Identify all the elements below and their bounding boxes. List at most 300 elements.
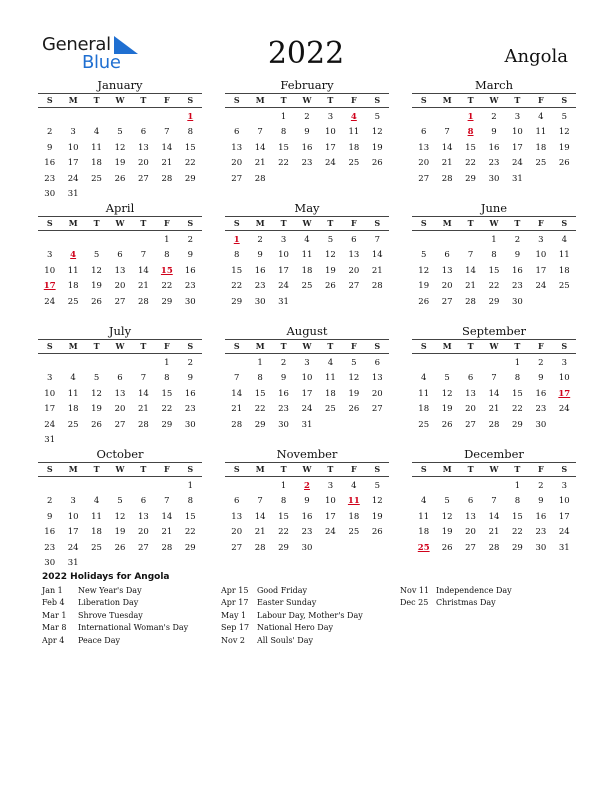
empty-day-cell xyxy=(108,356,131,371)
holiday-date: Mar 8 xyxy=(42,623,67,633)
weekday-label: T xyxy=(140,341,147,351)
weekday-label: T xyxy=(280,218,287,228)
logo-word-blue: Blue xyxy=(82,52,121,73)
holiday-day-cell: 17 xyxy=(558,388,571,399)
weekday-label: S xyxy=(420,464,427,474)
empty-day-cell xyxy=(132,479,155,494)
month-name: June xyxy=(480,201,508,215)
day-cell: 22 xyxy=(231,281,243,292)
day-cell: 11 xyxy=(67,388,79,399)
empty-day-cell xyxy=(132,356,155,371)
holiday-day-cell: 8 xyxy=(467,127,474,138)
day-cell: 25 xyxy=(418,419,430,430)
month-name: April xyxy=(105,201,135,215)
day-cell: 9 xyxy=(304,496,310,507)
day-cell: 16 xyxy=(44,527,56,538)
holiday-row xyxy=(221,597,363,609)
day-cell: 27 xyxy=(371,404,383,415)
weekday-label: T xyxy=(140,218,147,228)
weekday-label: S xyxy=(374,95,381,105)
day-cell: 6 xyxy=(234,127,240,138)
empty-day-cell xyxy=(61,110,84,125)
day-cell: 11 xyxy=(301,250,313,261)
day-cell: 5 xyxy=(421,250,427,261)
day-cell: 28 xyxy=(254,173,266,184)
day-cell: 10 xyxy=(325,496,336,507)
day-cell: 12 xyxy=(114,142,126,153)
day-cell: 2 xyxy=(514,235,521,245)
day-cell: 3 xyxy=(561,481,567,491)
day-cell: 19 xyxy=(371,511,383,522)
day-grid xyxy=(225,356,389,433)
day-cell: 18 xyxy=(418,404,430,415)
day-cell: 8 xyxy=(280,127,287,138)
day-cell: 8 xyxy=(514,373,521,384)
weekday-label: S xyxy=(374,218,381,228)
weekday-label: F xyxy=(163,341,170,351)
day-cell: 25 xyxy=(558,281,570,292)
day-cell: 26 xyxy=(91,296,102,307)
weekday-label: W xyxy=(302,95,312,105)
day-cell: 22 xyxy=(254,404,266,415)
day-cell: 22 xyxy=(184,527,196,538)
day-cell: 12 xyxy=(441,511,453,522)
day-cell: 7 xyxy=(234,373,240,384)
day-cell: 30 xyxy=(44,188,56,199)
day-cell: 2 xyxy=(491,112,497,122)
day-cell: 6 xyxy=(140,127,147,138)
holiday-list-title: 2022 Holidays for Angola xyxy=(42,572,170,582)
day-cell: 29 xyxy=(465,173,476,184)
day-cell: 20 xyxy=(138,527,149,538)
weekday-label: S xyxy=(187,218,194,228)
day-cell: 16 xyxy=(488,142,500,153)
weekday-label: M xyxy=(255,464,265,474)
weekday-label: W xyxy=(302,464,312,474)
day-cell: 19 xyxy=(441,404,453,415)
day-cell: 22 xyxy=(512,527,523,538)
day-cell: 7 xyxy=(467,250,474,261)
day-cell: 18 xyxy=(301,265,313,276)
day-cell: 18 xyxy=(91,158,102,169)
weekday-label: T xyxy=(93,95,100,105)
day-cell: 24 xyxy=(44,419,56,430)
day-cell: 6 xyxy=(421,127,427,138)
day-cell: 25 xyxy=(91,542,102,553)
weekday-label: M xyxy=(255,218,265,228)
day-cell: 24 xyxy=(67,542,79,553)
day-cell: 31 xyxy=(278,296,289,307)
day-cell: 1 xyxy=(164,358,170,368)
day-cell: 8 xyxy=(164,373,170,384)
day-cell: 15 xyxy=(488,265,500,276)
day-cell: 27 xyxy=(231,173,243,184)
weekday-header xyxy=(225,216,389,231)
day-cell: 15 xyxy=(184,511,196,522)
weekday-label: T xyxy=(327,464,334,474)
day-cell: 10 xyxy=(325,127,336,138)
day-cell: 26 xyxy=(325,281,336,292)
day-cell: 9 xyxy=(47,511,53,522)
weekday-label: S xyxy=(561,464,568,474)
empty-day-cell xyxy=(435,110,458,125)
day-cell: 12 xyxy=(325,250,336,261)
day-cell: 24 xyxy=(325,158,336,169)
month-january xyxy=(38,78,202,202)
day-cell: 21 xyxy=(231,404,243,415)
day-cell: 11 xyxy=(91,142,102,153)
holiday-name: Shrove Tuesday xyxy=(78,610,143,620)
day-cell: 2 xyxy=(257,235,263,245)
weekday-label: T xyxy=(280,341,287,351)
day-cell: 20 xyxy=(418,158,430,169)
day-cell: 6 xyxy=(467,373,474,384)
holiday-row xyxy=(42,635,188,647)
day-cell: 26 xyxy=(418,296,430,307)
day-cell: 11 xyxy=(67,265,79,276)
weekday-label: T xyxy=(93,218,100,228)
day-cell: 5 xyxy=(374,481,380,491)
empty-day-cell xyxy=(482,479,505,494)
day-cell: 30 xyxy=(488,173,500,184)
weekday-label: T xyxy=(327,341,334,351)
day-cell: 29 xyxy=(161,296,173,307)
holiday-date: May 1 xyxy=(221,610,247,620)
day-cell: 13 xyxy=(348,250,360,261)
day-cell: 26 xyxy=(441,419,453,430)
day-cell: 24 xyxy=(535,281,547,292)
holiday-name: Christmas Day xyxy=(436,598,496,608)
day-cell: 29 xyxy=(231,296,243,307)
day-cell: 8 xyxy=(257,373,263,384)
day-cell: 12 xyxy=(371,496,383,507)
holiday-row xyxy=(221,585,363,597)
weekday-label: S xyxy=(420,341,427,351)
day-cell: 22 xyxy=(465,158,476,169)
day-cell: 22 xyxy=(488,281,500,292)
empty-day-cell xyxy=(108,233,131,248)
weekday-label: S xyxy=(46,218,53,228)
day-cell: 9 xyxy=(257,250,263,261)
day-cell: 7 xyxy=(257,127,263,138)
day-cell: 30 xyxy=(184,419,196,430)
holiday-date: Mar 1 xyxy=(42,610,67,620)
weekday-header xyxy=(412,339,576,354)
day-cell: 15 xyxy=(278,511,289,522)
holiday-date: Feb 4 xyxy=(42,598,65,608)
day-cell: 21 xyxy=(138,404,149,415)
day-cell: 9 xyxy=(538,496,544,507)
day-cell: 10 xyxy=(558,373,570,384)
weekday-label: S xyxy=(46,95,53,105)
day-cell: 28 xyxy=(138,296,149,307)
holiday-row xyxy=(400,585,512,597)
day-cell: 27 xyxy=(231,542,243,553)
day-cell: 1 xyxy=(164,235,170,245)
day-cell: 4 xyxy=(421,373,427,384)
day-cell: 28 xyxy=(231,419,243,430)
day-cell: 25 xyxy=(301,281,313,292)
day-cell: 5 xyxy=(327,235,334,245)
day-cell: 4 xyxy=(70,373,76,384)
empty-day-cell xyxy=(38,233,61,248)
day-cell: 12 xyxy=(114,511,126,522)
day-cell: 18 xyxy=(67,281,79,292)
day-cell: 5 xyxy=(93,250,100,261)
empty-day-cell xyxy=(108,110,131,125)
day-cell: 14 xyxy=(138,265,149,276)
holiday-day-cell: 1 xyxy=(233,235,240,245)
day-cell: 31 xyxy=(67,188,79,199)
weekday-label: M xyxy=(442,95,452,105)
day-cell: 15 xyxy=(512,388,523,399)
day-cell: 13 xyxy=(371,373,383,384)
day-cell: 3 xyxy=(304,358,310,368)
day-cell: 24 xyxy=(278,281,289,292)
holiday-date: Jan 1 xyxy=(42,586,63,595)
day-grid xyxy=(225,110,389,187)
day-cell: 4 xyxy=(93,127,100,138)
month-name: August xyxy=(286,324,328,338)
weekday-label: S xyxy=(561,95,568,105)
day-cell: 2 xyxy=(187,235,193,245)
holiday-row xyxy=(221,622,363,634)
empty-day-cell xyxy=(412,356,435,371)
day-cell: 13 xyxy=(231,142,243,153)
weekday-label: T xyxy=(327,95,334,105)
day-cell: 10 xyxy=(512,127,523,138)
day-cell: 19 xyxy=(114,527,126,538)
day-cell: 18 xyxy=(558,265,570,276)
empty-day-cell xyxy=(61,479,84,494)
day-cell: 16 xyxy=(512,265,523,276)
calendar-year: 2022 xyxy=(267,36,345,71)
holiday-column xyxy=(221,585,363,647)
day-cell: 20 xyxy=(138,158,149,169)
holiday-name: Easter Sunday xyxy=(257,598,317,608)
holiday-row xyxy=(400,597,512,609)
month-name: May xyxy=(294,201,320,215)
weekday-label: F xyxy=(537,464,544,474)
empty-day-cell xyxy=(435,356,458,371)
calendar-header xyxy=(0,0,612,80)
empty-day-cell xyxy=(38,479,61,494)
day-grid xyxy=(412,110,576,187)
day-cell: 27 xyxy=(441,296,453,307)
day-cell: 12 xyxy=(91,388,102,399)
weekday-label: S xyxy=(561,341,568,351)
day-cell: 10 xyxy=(67,142,79,153)
weekday-label: T xyxy=(93,341,100,351)
day-cell: 13 xyxy=(418,142,430,153)
day-cell: 28 xyxy=(465,296,476,307)
holiday-day-cell: 4 xyxy=(350,112,357,122)
empty-day-cell xyxy=(412,110,435,125)
day-cell: 24 xyxy=(44,296,56,307)
day-cell: 20 xyxy=(465,404,476,415)
day-cell: 4 xyxy=(538,112,544,122)
empty-day-cell xyxy=(155,479,178,494)
day-cell: 19 xyxy=(418,281,430,292)
day-cell: 14 xyxy=(254,142,266,153)
day-cell: 9 xyxy=(304,127,310,138)
day-cell: 9 xyxy=(47,142,53,153)
empty-day-cell xyxy=(38,356,61,371)
day-cell: 14 xyxy=(231,388,243,399)
day-cell: 4 xyxy=(327,358,334,368)
day-cell: 27 xyxy=(465,542,476,553)
day-cell: 18 xyxy=(348,142,360,153)
day-cell: 7 xyxy=(491,496,497,507)
day-cell: 3 xyxy=(327,481,334,491)
day-cell: 13 xyxy=(138,511,149,522)
day-cell: 19 xyxy=(114,158,126,169)
weekday-label: T xyxy=(280,464,287,474)
day-cell: 1 xyxy=(491,235,497,245)
day-cell: 28 xyxy=(488,419,500,430)
day-cell: 25 xyxy=(348,527,360,538)
month-december xyxy=(412,447,576,556)
day-cell: 2 xyxy=(538,358,544,368)
holiday-name: Good Friday xyxy=(257,586,308,595)
day-cell: 10 xyxy=(44,388,56,399)
month-name: September xyxy=(461,324,527,338)
day-cell: 10 xyxy=(558,496,570,507)
day-cell: 14 xyxy=(161,142,173,153)
day-cell: 29 xyxy=(184,173,196,184)
day-cell: 16 xyxy=(535,388,547,399)
day-cell: 15 xyxy=(184,142,196,153)
empty-day-cell xyxy=(459,356,482,371)
day-cell: 31 xyxy=(301,419,313,430)
day-grid xyxy=(225,479,389,556)
day-cell: 18 xyxy=(535,142,547,153)
holiday-day-cell: 15 xyxy=(160,265,173,276)
holiday-date: Sep 17 xyxy=(221,623,250,633)
day-cell: 17 xyxy=(67,158,79,169)
holiday-name: National Hero Day xyxy=(257,623,333,633)
weekday-label: S xyxy=(233,95,240,105)
day-cell: 28 xyxy=(138,419,149,430)
day-cell: 30 xyxy=(535,419,547,430)
day-cell: 4 xyxy=(421,496,427,507)
weekday-label: S xyxy=(420,95,427,105)
day-cell: 24 xyxy=(558,527,570,538)
month-name: November xyxy=(276,447,338,461)
day-cell: 15 xyxy=(231,265,243,276)
day-cell: 18 xyxy=(325,388,336,399)
day-cell: 13 xyxy=(231,511,243,522)
day-cell: 15 xyxy=(465,142,476,153)
month-name: February xyxy=(280,78,334,92)
holiday-name: All Souls' Day xyxy=(257,635,313,645)
month-april xyxy=(38,201,202,310)
weekday-label: W xyxy=(489,95,499,105)
holiday-day-cell: 1 xyxy=(467,112,474,122)
empty-day-cell xyxy=(155,110,178,125)
holiday-row xyxy=(42,610,188,622)
day-cell: 2 xyxy=(304,112,310,122)
weekday-label: T xyxy=(93,464,100,474)
day-cell: 20 xyxy=(465,527,476,538)
holiday-row xyxy=(221,610,363,622)
holiday-name: Liberation Day xyxy=(78,598,139,608)
day-cell: 12 xyxy=(91,265,102,276)
weekday-label: W xyxy=(489,464,499,474)
empty-day-cell xyxy=(61,233,84,248)
day-cell: 15 xyxy=(161,388,173,399)
day-cell: 26 xyxy=(91,419,102,430)
weekday-label: W xyxy=(489,218,499,228)
weekday-label: F xyxy=(163,464,170,474)
holiday-name: New Year's Day xyxy=(78,586,142,595)
day-cell: 27 xyxy=(138,542,149,553)
day-cell: 23 xyxy=(535,404,547,415)
day-cell: 19 xyxy=(91,404,102,415)
day-cell: 1 xyxy=(514,358,521,368)
day-cell: 2 xyxy=(187,358,193,368)
holiday-date: Apr 17 xyxy=(221,598,249,608)
day-cell: 23 xyxy=(44,173,56,184)
empty-day-cell xyxy=(132,233,155,248)
month-name: December xyxy=(464,447,524,461)
day-cell: 21 xyxy=(441,158,453,169)
weekday-label: S xyxy=(374,341,381,351)
weekday-label: M xyxy=(442,464,452,474)
day-cell: 22 xyxy=(184,158,196,169)
day-cell: 30 xyxy=(254,296,266,307)
day-cell: 23 xyxy=(278,404,289,415)
day-cell: 17 xyxy=(301,388,313,399)
day-cell: 9 xyxy=(187,250,193,261)
day-grid xyxy=(412,479,576,556)
day-cell: 9 xyxy=(514,250,521,261)
month-may xyxy=(225,201,389,310)
day-cell: 13 xyxy=(114,265,126,276)
day-cell: 23 xyxy=(184,404,196,415)
day-grid xyxy=(38,479,202,571)
weekday-label: F xyxy=(537,341,544,351)
weekday-label: S xyxy=(561,218,568,228)
day-cell: 24 xyxy=(301,404,313,415)
day-cell: 25 xyxy=(535,158,547,169)
day-cell: 16 xyxy=(301,142,313,153)
day-cell: 4 xyxy=(351,481,357,491)
day-cell: 1 xyxy=(514,481,521,491)
day-cell: 28 xyxy=(161,173,173,184)
weekday-label: T xyxy=(467,341,474,351)
day-cell: 23 xyxy=(488,158,500,169)
weekday-label: S xyxy=(233,341,240,351)
day-cell: 31 xyxy=(44,434,56,445)
month-july xyxy=(38,324,202,448)
day-cell: 25 xyxy=(91,173,102,184)
weekday-label: S xyxy=(46,464,53,474)
day-cell: 3 xyxy=(561,358,567,368)
day-cell: 11 xyxy=(325,373,336,384)
day-cell: 14 xyxy=(488,511,500,522)
day-cell: 22 xyxy=(512,404,523,415)
day-cell: 17 xyxy=(558,511,570,522)
day-grid xyxy=(38,110,202,202)
holiday-day-cell: 17 xyxy=(43,281,56,292)
day-cell: 29 xyxy=(254,419,266,430)
day-cell: 6 xyxy=(117,373,123,384)
empty-day-cell xyxy=(435,233,458,248)
empty-day-cell xyxy=(85,356,108,371)
day-cell: 5 xyxy=(444,373,450,384)
weekday-label: M xyxy=(255,95,265,105)
